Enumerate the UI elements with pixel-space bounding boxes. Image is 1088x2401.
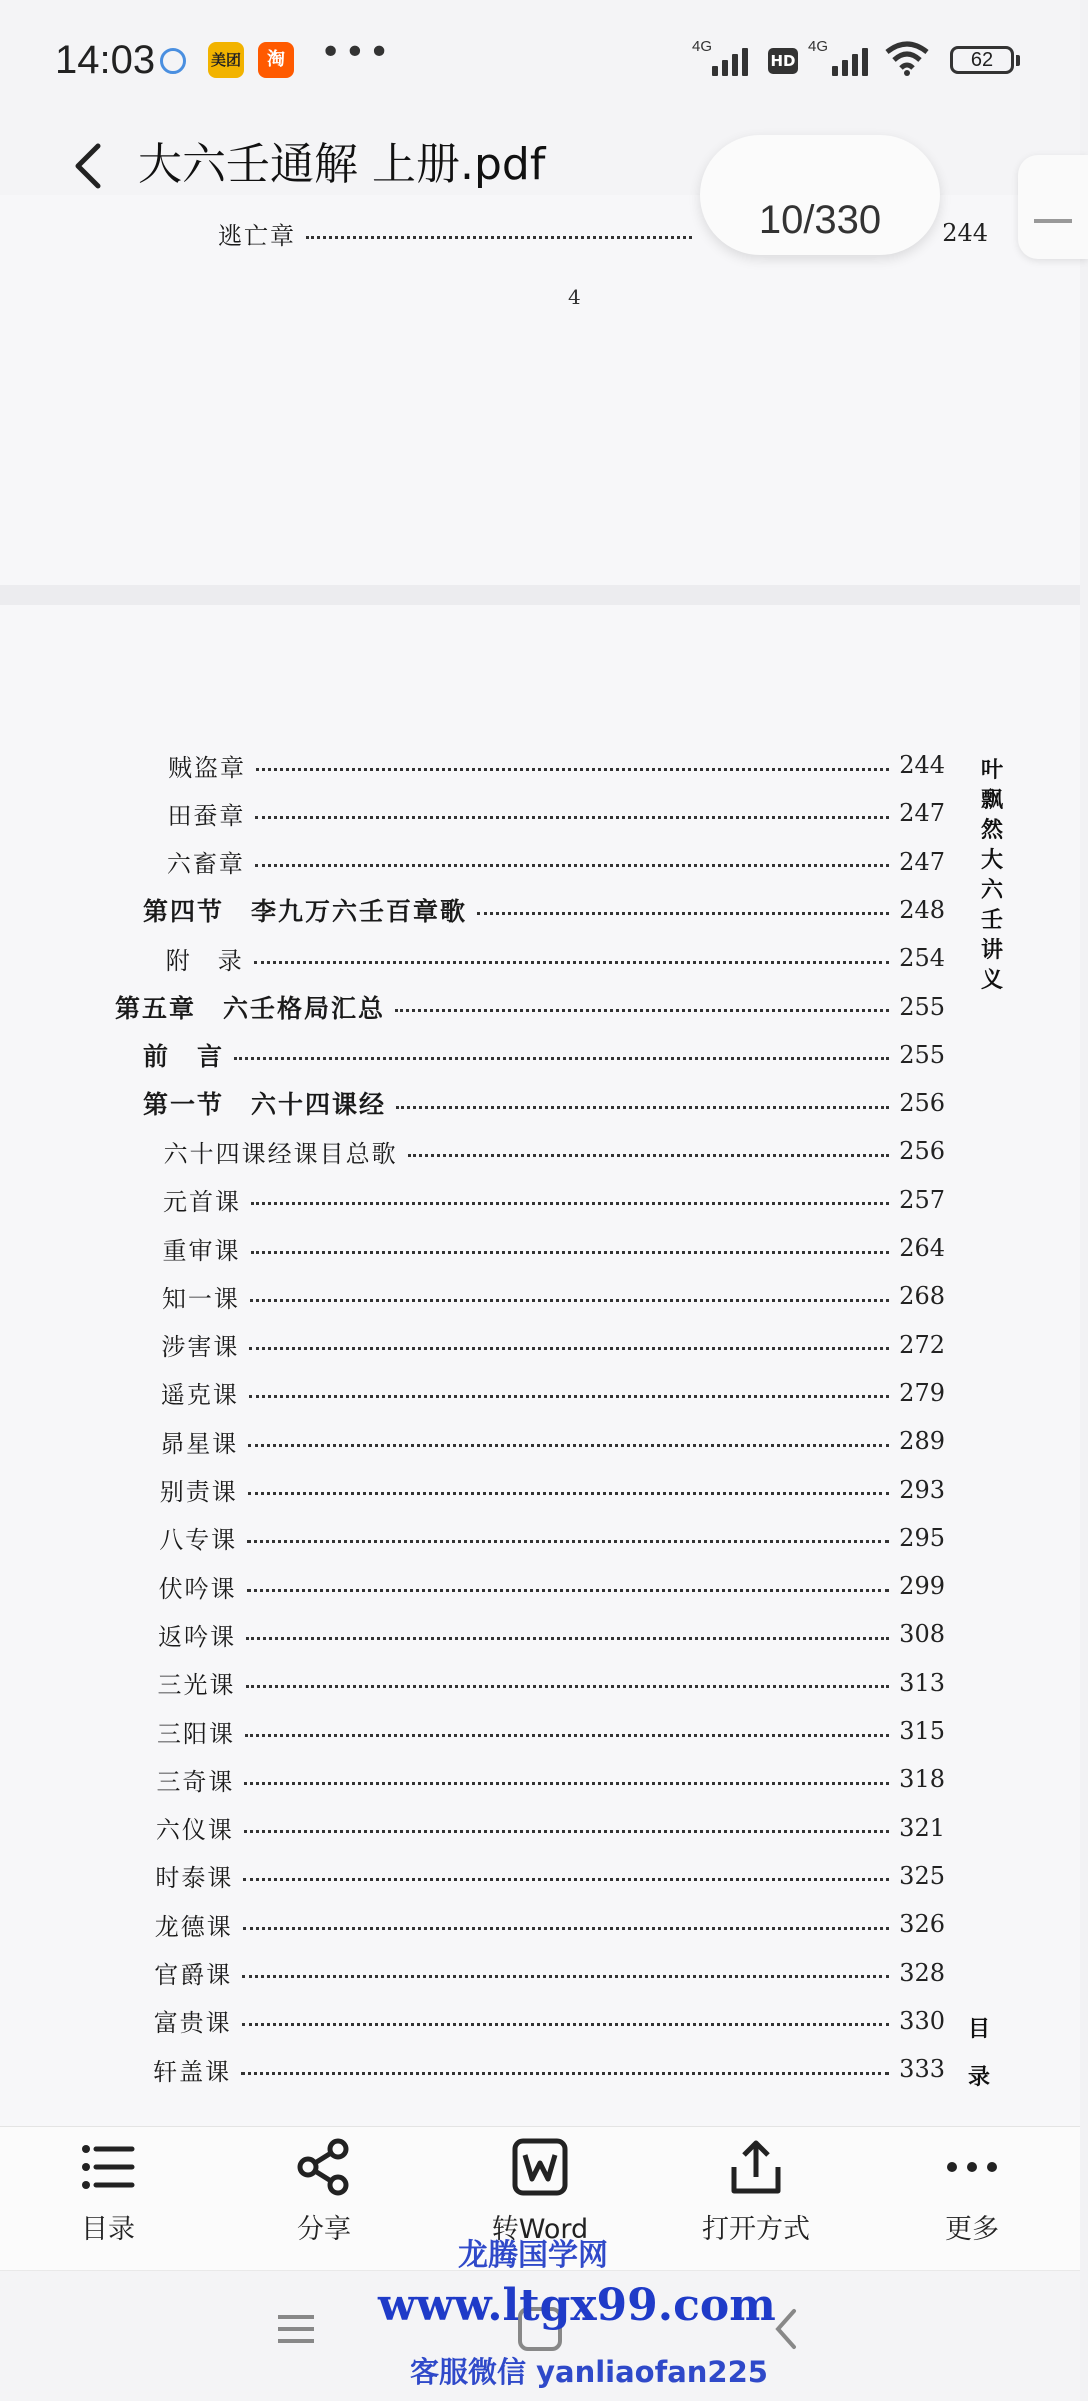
toc-entry-page: 330 — [899, 2006, 945, 2035]
open-with-button[interactable] — [681, 2137, 831, 2246]
battery-indicator: 62 — [950, 46, 1014, 74]
toc-entry[interactable] — [155, 1904, 945, 1944]
toc-entry-page: 244 — [899, 751, 945, 779]
signal-icon — [712, 40, 748, 76]
toc-entry-page: 321 — [899, 1813, 945, 1842]
leader-dots — [245, 1734, 889, 1737]
leader-dots — [247, 1589, 890, 1592]
toc-entry-title: 别责课 — [159, 1478, 238, 1506]
toc-entry-title: 第五章 六壬格局汇总 — [115, 993, 386, 1023]
toc-entry-title: 伏吟课 — [158, 1574, 237, 1603]
toc-entry-title: 第四节 李九万六壬百章歌 — [143, 896, 468, 926]
leader-dots — [396, 1106, 889, 1109]
toc-entry-page: 247 — [899, 799, 945, 828]
toc-entry[interactable] — [161, 1373, 945, 1413]
toc-entry-title: 三奇课 — [156, 1767, 235, 1796]
toc-entry-page: 289 — [899, 1427, 945, 1456]
toc-entry-page: 325 — [899, 1861, 945, 1890]
taobao-app-icon: 淘 — [258, 42, 294, 78]
leader-dots — [395, 1009, 889, 1012]
leader-dots — [242, 1975, 889, 1978]
toc-entry[interactable] — [157, 1711, 945, 1751]
toc-entry-page: 256 — [899, 1137, 945, 1166]
toc-entry-title: 元首课 — [163, 1188, 242, 1217]
pdf-page — [0, 605, 1080, 2210]
toc-entry-title: 重审课 — [162, 1236, 241, 1265]
toc-entry[interactable] — [154, 1953, 945, 1993]
toc-entry[interactable] — [156, 1759, 945, 1799]
leader-dots — [248, 1444, 889, 1447]
toc-entry-title: 附 录 — [165, 946, 244, 975]
toc-entry[interactable] — [168, 745, 945, 785]
status-bar — [0, 0, 1080, 120]
toc-entry-title: 贼盗章 — [168, 753, 246, 782]
toc-entry-page: 244 — [942, 219, 988, 247]
pdf-viewer[interactable] — [0, 198, 1080, 2125]
toc-entry-title: 昴星课 — [160, 1429, 239, 1458]
network-type-1: 4G — [692, 38, 713, 55]
toc-entry-title: 六仪课 — [155, 1816, 234, 1845]
toc-entry-title: 知一课 — [161, 1284, 240, 1313]
scroll-handle[interactable] — [1018, 155, 1088, 259]
leader-dots — [250, 1299, 889, 1302]
toc-entry[interactable] — [161, 1325, 945, 1365]
toc-entry[interactable] — [162, 1276, 945, 1316]
toc-entry-page: 255 — [899, 992, 945, 1021]
toolbar-label: 转Word — [491, 2214, 589, 2245]
toc-entry[interactable] — [166, 938, 945, 978]
network-type-2: 4G — [808, 38, 829, 55]
leader-dots — [254, 961, 889, 964]
more-icon — [942, 2137, 1002, 2197]
word-icon — [510, 2137, 570, 2197]
watermark-url: www.ltgx99.com — [378, 2280, 776, 2331]
toc-entry[interactable] — [158, 1663, 945, 1703]
toc-entry-page: 264 — [899, 1234, 945, 1262]
toc-entry-page: 313 — [899, 1668, 945, 1697]
toc-entry-title: 返吟课 — [158, 1622, 237, 1651]
leader-dots — [255, 816, 889, 819]
more-notifications-icon: ••• — [320, 32, 393, 73]
toc-entry-title: 富贵课 — [153, 2009, 232, 2038]
toc-entry-title: 第一节 六十四课经 — [143, 1090, 387, 1120]
toc-entry-page: 279 — [899, 1378, 945, 1407]
toolbar-label: 更多 — [945, 2214, 999, 2245]
toc-button[interactable] — [33, 2137, 183, 2246]
toc-entry[interactable] — [167, 842, 945, 882]
toc-entry-page: 299 — [899, 1572, 945, 1601]
page-number: 4 — [568, 285, 581, 309]
back-button[interactable] — [60, 130, 120, 200]
signal-icon — [832, 40, 868, 76]
share-button[interactable] — [249, 2137, 399, 2246]
leader-dots — [234, 1057, 889, 1060]
toc-entry-page: 257 — [899, 1185, 945, 1214]
pdf-page-prev — [0, 195, 1080, 585]
toc-entry-page: 254 — [899, 944, 945, 973]
leader-dots — [244, 1830, 889, 1833]
toc-entry-page: 248 — [899, 895, 945, 924]
share-icon — [294, 2137, 354, 2197]
toc-entry-page: 256 — [899, 1089, 945, 1118]
toc-entry[interactable] — [160, 1470, 945, 1510]
toc-entry-title: 前 言 — [143, 1041, 225, 1071]
leader-dots — [246, 1685, 890, 1688]
toc-entry-page: 333 — [899, 2055, 945, 2084]
leader-dots — [251, 1251, 890, 1254]
toc-entry-title: 遥克课 — [160, 1381, 239, 1410]
leader-dots — [249, 1395, 889, 1398]
leader-dots — [477, 912, 889, 915]
toc-entry[interactable] — [160, 1421, 945, 1461]
toc-entry[interactable] — [158, 1614, 945, 1654]
toc-entry[interactable] — [167, 793, 945, 833]
toc-entry-page: 328 — [899, 1958, 945, 1987]
toc-entry-page: 247 — [899, 847, 945, 876]
leader-dots — [242, 2023, 889, 2026]
toc-entry-title: 涉害课 — [161, 1333, 240, 1362]
toc-entry-page: 272 — [899, 1330, 945, 1359]
meituan-app-icon: 美团 — [208, 42, 244, 78]
toc-entry[interactable] — [154, 2001, 945, 2041]
toc-entry-page: 293 — [899, 1475, 945, 1504]
list-icon — [78, 2137, 138, 2197]
toc-entry-page: 315 — [899, 1717, 945, 1745]
toc-entry[interactable] — [164, 1131, 945, 1171]
toolbar-label: 打开方式 — [702, 2214, 810, 2245]
leader-dots — [243, 1878, 889, 1881]
leader-dots — [408, 1154, 890, 1157]
toc-entry-title: 轩盖课 — [153, 2057, 232, 2086]
menu-nav-icon[interactable] — [272, 2299, 320, 2359]
toc-entry[interactable] — [115, 987, 945, 1027]
toc-entry-page: 308 — [899, 1620, 945, 1649]
toc-entry-page: 326 — [899, 1910, 945, 1939]
open-with-icon — [726, 2137, 786, 2197]
toc-entry-title: 龙德课 — [154, 1912, 233, 1941]
toc-entry-title: 六十四课经课目总歌 — [163, 1139, 398, 1168]
leader-dots — [243, 1927, 889, 1930]
toc-entry[interactable] — [163, 1228, 946, 1268]
toc-entry[interactable] — [143, 1035, 945, 1075]
toc-entry-page: 268 — [899, 1282, 945, 1311]
toc-entry-title: 田蚕章 — [167, 801, 246, 830]
toc-entry[interactable] — [153, 2049, 945, 2089]
more-button[interactable] — [897, 2137, 1047, 2246]
weather-icon — [160, 48, 186, 74]
toc-entry[interactable] — [155, 1856, 945, 1896]
toc-entry[interactable] — [159, 1518, 945, 1558]
toc-entry[interactable] — [143, 890, 945, 930]
chevron-left-icon — [60, 130, 120, 200]
leader-dots — [306, 236, 692, 239]
leader-dots — [246, 1637, 889, 1640]
watermark-contact: 客服微信 yanliaofan225 — [410, 2355, 768, 2389]
wifi-icon — [882, 38, 932, 78]
document-title: 大六壬通解 上册.pdf — [138, 139, 546, 190]
toc-entry-title: 时泰课 — [155, 1864, 234, 1893]
toc-entry-title: 三光课 — [157, 1671, 236, 1700]
toc-entry-page: 295 — [899, 1523, 945, 1552]
toc-entry-page: 255 — [899, 1040, 945, 1069]
leader-dots — [251, 1202, 889, 1205]
toolbar-label: 目录 — [81, 2214, 135, 2245]
leader-dots — [255, 864, 889, 867]
page-indicator-pill[interactable]: 10/330 — [700, 135, 940, 255]
toc-entry[interactable] — [159, 1566, 945, 1606]
toc-entry-title: 八专课 — [159, 1526, 238, 1555]
toc-entry-page: 318 — [899, 1765, 945, 1794]
toc-entry-title: 逃亡章 — [218, 221, 296, 250]
leader-dots — [249, 1347, 889, 1350]
toc-entry[interactable] — [156, 1808, 945, 1848]
leader-dots — [248, 1492, 889, 1495]
toc-entry-title: 三阳课 — [157, 1719, 235, 1748]
leader-dots — [241, 2072, 889, 2075]
toc-entry[interactable] — [163, 1180, 945, 1220]
toc-entry-title: 六畜章 — [166, 850, 245, 879]
toolbar-label: 分享 — [297, 2214, 351, 2245]
running-header-vertical: 叶飘然大六壬讲义 — [980, 757, 1003, 993]
leader-dots — [244, 1782, 889, 1785]
toc-entry[interactable] — [143, 1083, 945, 1123]
watermark-site-name: 龙腾国学网 — [458, 2238, 608, 2273]
leader-dots — [247, 1540, 889, 1543]
status-time: 14:03 — [55, 38, 156, 82]
hd-voice-icon: HD — [768, 48, 798, 74]
toc-entry-title: 官爵课 — [154, 1961, 233, 1989]
running-footer-vertical: 目录 — [967, 2016, 990, 2090]
leader-dots — [256, 768, 889, 771]
